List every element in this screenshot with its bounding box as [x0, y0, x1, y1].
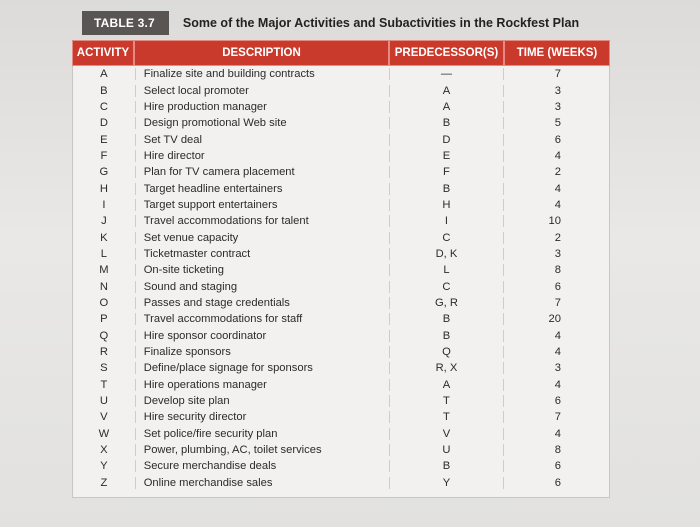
table-title: Some of the Major Activities and Subactivities in the Rockfest Plan	[182, 16, 580, 30]
time-cell: 4	[503, 199, 609, 211]
activity-cell: E	[100, 133, 108, 146]
description-cell: Power, plumbing, AC, toilet services	[135, 444, 389, 456]
description-cell: Hire production manager	[135, 101, 389, 113]
time-cell: 20	[503, 313, 609, 325]
predecessors-cell: B	[389, 117, 504, 129]
table-row	[73, 442, 609, 458]
predecessors-cell: I	[389, 215, 504, 227]
activity-cell: U	[99, 395, 108, 408]
activity-cell: K	[100, 231, 108, 244]
time-cell: 6	[503, 460, 609, 472]
table-row	[73, 66, 609, 82]
activity-cell: D	[99, 117, 108, 130]
table-row	[73, 180, 609, 196]
table-row	[73, 115, 609, 131]
table-row	[73, 360, 609, 376]
description-cell: Set venue capacity	[135, 232, 389, 244]
activity-cell: N	[99, 280, 108, 293]
description-cell: Finalize site and building contracts	[135, 68, 389, 80]
description-cell: Secure merchandise deals	[135, 460, 389, 472]
activity-cell: S	[100, 362, 108, 375]
header-description: DESCRIPTION	[134, 40, 389, 66]
predecessors-cell: A	[389, 379, 504, 391]
time-cell: 4	[503, 379, 609, 391]
table-row	[73, 458, 609, 474]
time-cell: 8	[503, 264, 609, 276]
table-row	[73, 311, 609, 327]
header-time: TIME (WEEKS)	[504, 40, 610, 66]
description-cell: Travel accommodations for talent	[135, 215, 389, 227]
time-cell: 7	[503, 68, 609, 80]
activity-cell: T	[100, 378, 108, 391]
time-cell: 3	[503, 101, 609, 113]
time-cell: 6	[503, 395, 609, 407]
description-cell: Target headline entertainers	[135, 183, 389, 195]
activity-cell: Z	[100, 476, 108, 489]
description-cell: Define/place signage for sponsors	[135, 362, 389, 374]
table-row	[73, 131, 609, 147]
description-cell: Ticketmaster contract	[135, 248, 389, 260]
table-row	[73, 82, 609, 98]
description-cell: Online merchandise sales	[135, 477, 389, 489]
table-bottom-edge	[72, 491, 610, 498]
predecessors-cell: B	[389, 183, 504, 195]
time-cell: 4	[503, 346, 609, 358]
description-cell: Select local promoter	[135, 85, 389, 97]
activity-cell: R	[99, 346, 108, 359]
description-cell: Hire sponsor coordinator	[135, 330, 389, 342]
table-header-row	[72, 40, 610, 66]
predecessors-cell: V	[389, 428, 504, 440]
time-cell: 7	[503, 411, 609, 423]
table-row	[73, 246, 609, 262]
predecessors-cell: —	[389, 68, 504, 80]
table-row	[73, 344, 609, 360]
description-cell: Hire security director	[135, 411, 389, 423]
predecessors-cell: B	[389, 330, 504, 342]
predecessors-cell: Y	[389, 477, 504, 489]
table-row	[73, 426, 609, 442]
header-predecessors: PREDECESSOR(S)	[389, 40, 504, 66]
table-row	[73, 475, 609, 491]
time-cell: 5	[503, 117, 609, 129]
time-cell: 4	[503, 183, 609, 195]
description-cell: Hire director	[135, 150, 389, 162]
predecessors-cell: T	[389, 411, 504, 423]
table-row	[73, 148, 609, 164]
activity-cell: M	[99, 264, 109, 277]
table-row	[73, 328, 609, 344]
predecessors-cell: G, R	[389, 297, 504, 309]
time-cell: 2	[503, 232, 609, 244]
time-cell: 2	[503, 166, 609, 178]
time-cell: 3	[503, 248, 609, 260]
predecessors-cell: A	[389, 85, 504, 97]
activity-cell: Q	[99, 329, 109, 342]
activity-cell: G	[99, 166, 109, 179]
table-row	[73, 262, 609, 278]
activity-cell: H	[99, 182, 108, 195]
activity-cell: I	[102, 198, 106, 211]
activity-cell: A	[100, 68, 108, 81]
description-cell: Plan for TV camera placement	[135, 166, 389, 178]
time-cell: 3	[503, 85, 609, 97]
time-cell: 4	[503, 428, 609, 440]
predecessors-cell: L	[389, 264, 504, 276]
description-cell: Passes and stage credentials	[135, 297, 389, 309]
activities-table	[72, 40, 610, 498]
table-row	[73, 229, 609, 245]
description-cell: Hire operations manager	[135, 379, 389, 391]
time-cell: 7	[503, 297, 609, 309]
table-row	[73, 377, 609, 393]
table-row	[73, 278, 609, 294]
activity-cell: Y	[100, 460, 108, 473]
predecessors-cell: B	[389, 460, 504, 472]
predecessors-cell: B	[389, 313, 504, 325]
predecessors-cell: E	[389, 150, 504, 162]
time-cell: 6	[503, 477, 609, 489]
description-cell: On-site ticketing	[135, 264, 389, 276]
table-number-label: TABLE 3.7	[82, 11, 169, 35]
description-cell: Set police/fire security plan	[135, 428, 389, 440]
description-cell: Finalize sponsors	[135, 346, 389, 358]
predecessors-cell: H	[389, 199, 504, 211]
table-row	[73, 295, 609, 311]
activity-cell: L	[100, 247, 107, 260]
predecessors-cell: T	[389, 395, 504, 407]
table-row	[73, 197, 609, 213]
description-cell: Design promotional Web site	[135, 117, 389, 129]
table-row	[73, 213, 609, 229]
predecessors-cell: R, X	[389, 362, 504, 374]
predecessors-cell: A	[389, 101, 504, 113]
table-row	[73, 164, 609, 180]
time-cell: 6	[503, 134, 609, 146]
time-cell: 3	[503, 362, 609, 374]
activity-cell: C	[99, 100, 108, 113]
activity-cell: W	[98, 427, 110, 440]
predecessors-cell: C	[389, 281, 504, 293]
activity-cell: O	[99, 296, 109, 309]
predecessors-cell: D	[389, 134, 504, 146]
time-cell: 10	[503, 215, 609, 227]
predecessors-cell: D, K	[389, 248, 504, 260]
table-body	[72, 66, 610, 491]
activity-cell: F	[100, 149, 108, 162]
time-cell: 4	[503, 330, 609, 342]
description-cell: Set TV deal	[135, 134, 389, 146]
header-activity: ACTIVITY	[72, 40, 134, 66]
time-cell: 6	[503, 281, 609, 293]
table-row	[73, 99, 609, 115]
time-cell: 8	[503, 444, 609, 456]
activity-cell: B	[100, 84, 108, 97]
table-caption	[82, 11, 579, 35]
activity-cell: X	[100, 444, 108, 457]
activity-cell: V	[100, 411, 108, 424]
table-row	[73, 409, 609, 425]
activity-cell: P	[100, 313, 108, 326]
description-cell: Develop site plan	[135, 395, 389, 407]
description-cell: Target support entertainers	[135, 199, 389, 211]
predecessors-cell: C	[389, 232, 504, 244]
table-row	[73, 393, 609, 409]
predecessors-cell: U	[389, 444, 504, 456]
description-cell: Travel accommodations for staff	[135, 313, 389, 325]
activity-cell: J	[101, 215, 107, 228]
description-cell: Sound and staging	[135, 281, 389, 293]
predecessors-cell: F	[389, 166, 504, 178]
time-cell: 4	[503, 150, 609, 162]
predecessors-cell: Q	[389, 346, 504, 358]
